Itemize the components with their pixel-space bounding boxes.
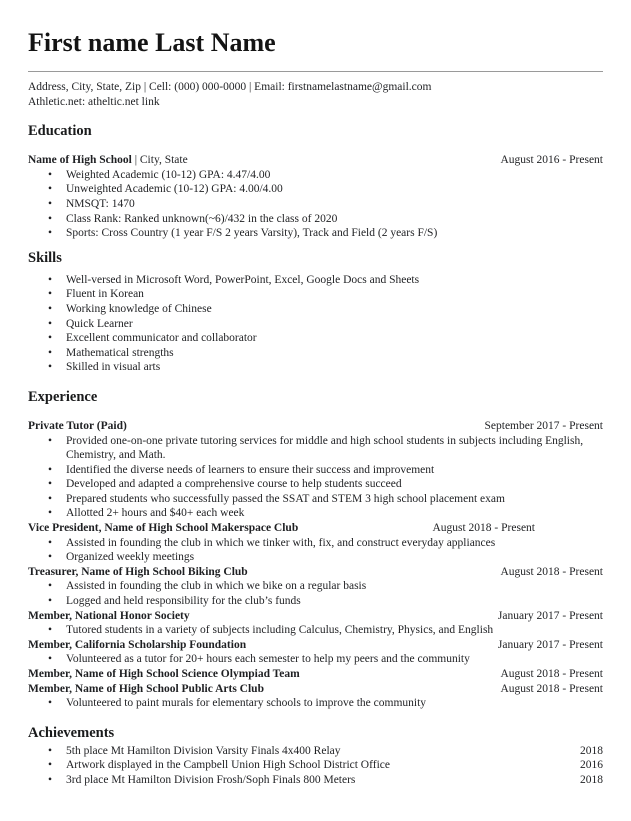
list-item: • Organized weekly meetings — [47, 550, 603, 565]
experience-bullet-list — [47, 434, 603, 522]
school-line — [28, 153, 188, 168]
achievement-item — [47, 744, 603, 759]
achievement-text: • 3rd place Mt Hamilton Division Frosh/Soph Finals 800 Meters — [66, 773, 356, 786]
list-item: • Developed and adapted a comprehensive course to help students succeed — [47, 477, 603, 492]
experience-date: August 2018 - Present — [500, 682, 603, 695]
experience-title: Private Tutor (Paid) — [28, 419, 127, 432]
list-item: • Fluent in Korean — [47, 287, 603, 302]
section-experience — [28, 388, 603, 711]
list-item: • Assisted in founding the club in which we tinker with, fix, and construct everyday appliances — [47, 536, 603, 551]
experience-entry-header — [28, 667, 603, 682]
section-skills — [28, 249, 603, 375]
experience-date: August 2018 - Present — [500, 668, 603, 680]
list-item: • Weighted Academic (10-12) GPA: 4.47/4.00 — [47, 168, 603, 183]
achievement-year: 2016 — [580, 759, 603, 772]
contact-line-1: Address, City, State, Zip | Cell: (000) 000-0000 | Email: firstnamelastname@gmail.com — [28, 81, 432, 93]
list-item: • Mathematical strengths — [47, 346, 603, 361]
experience-date: January 2017 - Present — [497, 638, 603, 651]
list-item: • NMSQT: 1470 — [47, 197, 603, 212]
experience-bullet-list — [47, 623, 603, 638]
experience-date: January 2017 - Present — [497, 609, 603, 622]
list-item: • Tutored students in a variety of subjects including Calculus, Chemistry, Physics, and English — [47, 623, 603, 638]
person-name: First name Last Name — [28, 28, 276, 57]
list-item: • Skilled in visual arts — [47, 360, 603, 375]
list-item: • Prepared students who successfully passed the SSAT and STEM 3 high school placement exam — [47, 492, 603, 507]
education-heading: Education — [28, 123, 92, 140]
list-item: • Volunteered as a tutor for 20+ hours each semester to help my peers and the community — [47, 652, 603, 667]
section-education — [28, 122, 603, 241]
list-item: • Sports: Cross Country (1 year F/S 2 years Varsity), Track and Field (2 years F/S) — [47, 226, 603, 241]
list-item: • Logged and held responsibility for the club’s funds — [47, 594, 603, 609]
experience-entry-header — [28, 565, 603, 580]
contact-info — [28, 80, 603, 109]
achievement-text: • Artwork displayed in the Campbell Union High School District Office — [66, 759, 390, 772]
education-entry-header — [28, 153, 603, 168]
experience-date: August 2018 - Present — [500, 565, 603, 578]
experience-entry-header — [28, 682, 603, 697]
achievement-year: 2018 — [580, 773, 603, 786]
experience-entry — [28, 521, 603, 565]
experience-date: September 2017 - Present — [484, 419, 603, 432]
experience-title: Member, National Honor Society — [28, 609, 190, 622]
experience-bullet-list — [47, 696, 603, 711]
contact-line-2: Athletic.net: atheltic.net link — [28, 95, 160, 108]
list-item: • Allotted 2+ hours and $40+ each week — [47, 506, 603, 521]
experience-entry-header — [28, 609, 603, 624]
list-item: • Provided one-on-one private tutoring services for middle and high school students in subjects including English, Chemistry, and Math. — [47, 434, 603, 463]
experience-title: Treasurer, Name of High School Biking Club — [28, 565, 248, 578]
experience-entry-header — [28, 419, 603, 434]
achievement-item — [47, 758, 603, 773]
achievement-text: • 5th place Mt Hamilton Division Varsity Finals 4x400 Relay — [66, 744, 341, 757]
experience-entry — [28, 667, 603, 682]
experience-title: Member, Name of High School Public Arts Club — [28, 682, 264, 695]
list-item: • Unweighted Academic (10-12) GPA: 4.00/4.00 — [47, 182, 603, 197]
experience-title: Vice President, Name of High School Makerspace Club — [28, 522, 299, 535]
skills-bullet-list — [47, 273, 603, 375]
list-item: • Working knowledge of Chinese — [47, 302, 603, 317]
school-location: | City, State — [134, 154, 188, 167]
school-name: Name of High School — [28, 154, 132, 167]
list-item: • Well-versed in Microsoft Word, PowerPoint, Excel, Google Docs and Sheets — [47, 273, 603, 288]
list-item: • Class Rank: Ranked unknown(~6)/432 in the class of 2020 — [47, 212, 603, 227]
experience-bullet-list — [47, 579, 603, 608]
experience-title: Member, Name of High School Science Olympiad Team — [28, 668, 300, 680]
experience-heading: Experience — [28, 388, 98, 405]
experience-entry — [28, 638, 603, 667]
header-divider — [28, 71, 603, 72]
education-date: August 2016 - Present — [500, 154, 603, 167]
section-achievements — [28, 724, 603, 788]
experience-bullet-list — [47, 536, 603, 565]
experience-entry — [28, 419, 603, 521]
education-bullet-list — [47, 168, 603, 241]
experience-entry — [28, 682, 603, 711]
experience-entry — [28, 565, 603, 609]
skills-heading: Skills — [28, 249, 62, 266]
achievement-year: 2018 — [580, 744, 603, 757]
experience-date: August 2018 - Present — [432, 522, 535, 535]
list-item: • Excellent communicator and collaborator — [47, 331, 603, 346]
achievement-item — [47, 773, 603, 788]
experience-entry-header — [28, 638, 603, 653]
achievements-heading: Achievements — [28, 724, 115, 741]
list-item: • Quick Learner — [47, 317, 603, 332]
list-item: • Identified the diverse needs of learners to ensure their success and improvement — [47, 463, 603, 478]
experience-bullet-list — [47, 652, 603, 667]
experience-entry — [28, 609, 603, 638]
header — [28, 28, 603, 109]
achievements-bullet-list — [47, 744, 603, 788]
list-item: • Volunteered to paint murals for elementary schools to improve the community — [47, 696, 603, 711]
experience-entry-header — [28, 521, 603, 536]
experience-title: Member, California Scholarship Foundation — [28, 638, 247, 651]
list-item: • Assisted in founding the club in which we bike on a regular basis — [47, 579, 603, 594]
